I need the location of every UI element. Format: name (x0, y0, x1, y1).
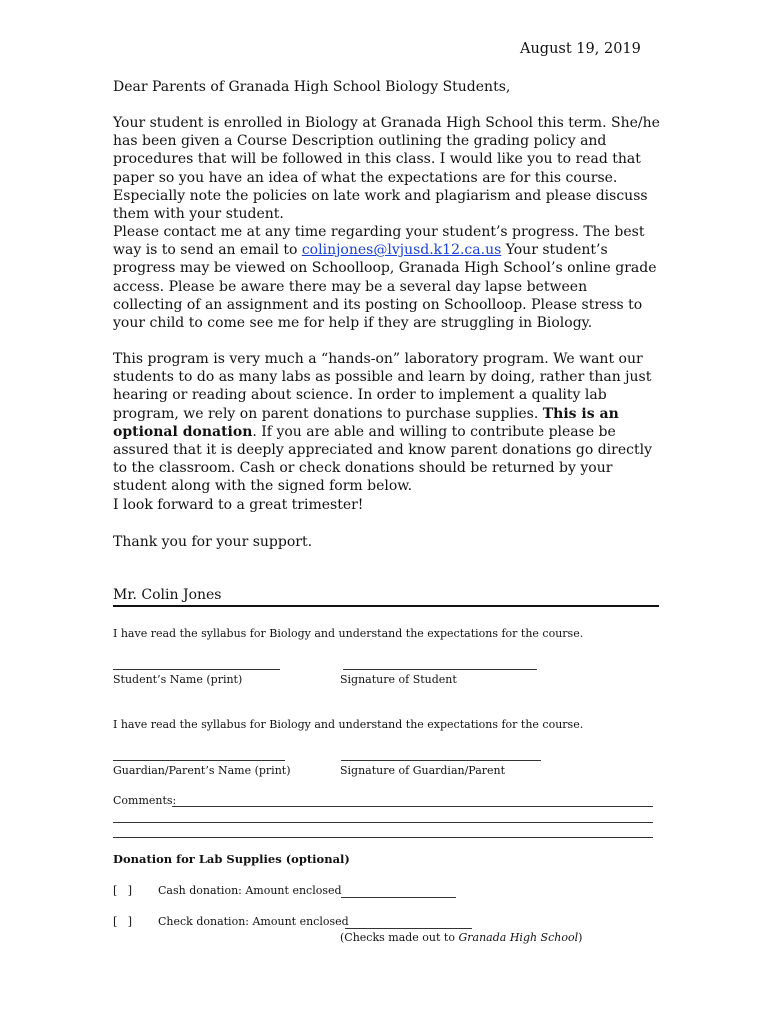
teacher-signature-name: Mr. Colin Jones (113, 587, 222, 603)
lab-text-before: This program is very much a “hands-on” laboratory program. We want our students to do as many labs as possible and learn by doing, rather than just hearing or reading about science. In order to implement a quality lab program, we rely on parent donations to purchase supplies. (113, 351, 652, 422)
donation-heading: Donation for Lab Supplies (optional) (113, 852, 350, 866)
salutation: Dear Parents of Granada High School Biology Students, (113, 79, 511, 95)
thanks-line: Thank you for your support. (113, 534, 313, 550)
cash-checkbox[interactable]: [ ] (113, 884, 133, 897)
signature-divider (113, 605, 659, 607)
student-acknowledgement: I have read the syllabus for Biology and understand the expectations for the course. (113, 627, 584, 640)
comments-line-1[interactable] (172, 806, 653, 807)
check-amount-field[interactable] (345, 928, 472, 929)
student-name-field[interactable] (113, 669, 280, 670)
email-link[interactable]: colinjones@lvjusd.k12.ca.us (301, 242, 502, 259)
checks-payable-note (340, 931, 582, 944)
cash-amount-field[interactable] (341, 897, 456, 898)
guardian-name-label: Guardian/Parent’s Name (print) (113, 764, 291, 777)
student-name-label: Student’s Name (print) (113, 673, 243, 686)
contact-text-after: Your student’s progress may be viewed on Schoolloop, Granada High School’s online grade access. Please be aware there may be a several day lapse between collecting of an assignment and its posting on Schoolloop. Please stress to your child to come see me for help if they are struggling in Biology. (113, 242, 657, 332)
guardian-signature-field[interactable] (341, 760, 541, 761)
check-checkbox[interactable]: [ ] (113, 915, 133, 928)
paragraph-contact (113, 223, 660, 332)
comments-line-3[interactable] (113, 837, 653, 838)
paragraph-lab-program (113, 350, 660, 496)
paragraph-enrollment: Your student is enrolled in Biology at Granada High School this term. She/he has been given a Course Description outlining the grading policy and procedures that will be followed in this class. I would like you to read that paper so you have an idea of what the expectations are for this course. Especially note the policies on late work and plagiarism and please discuss them with your student. (113, 115, 660, 223)
optional-donation-emphasis: This is an optional donation (113, 405, 619, 440)
checks-note-payee: Granada High School (458, 931, 579, 944)
letter-date: August 19, 2019 (520, 41, 641, 57)
student-signature-field[interactable] (343, 669, 537, 670)
comments-line-2[interactable] (113, 822, 653, 823)
guardian-acknowledgement: I have read the syllabus for Biology and understand the expectations for the course. (113, 718, 584, 731)
check-donation-label: Check donation: Amount enclosed (158, 915, 349, 928)
student-signature-label: Signature of Student (340, 673, 457, 686)
cash-donation-label: Cash donation: Amount enclosed (158, 884, 342, 897)
comments-label: Comments: (113, 794, 177, 807)
checks-note-after: ) (578, 931, 583, 944)
closing-line: I look forward to a great trimester! (113, 497, 364, 513)
guardian-name-field[interactable] (113, 760, 285, 761)
checks-note-before: (Checks made out to (340, 931, 459, 944)
guardian-signature-label: Signature of Guardian/Parent (340, 764, 506, 777)
lab-text-after: . If you are able and willing to contribute please be assured that it is deeply appreciated and know parent donations go directly to the classroom. Cash or check donations should be returned by your student along with the signed form below. (113, 423, 652, 495)
contact-text-before: Please contact me at any time regarding your student’s progress. The best way is to send an email to (113, 224, 645, 259)
